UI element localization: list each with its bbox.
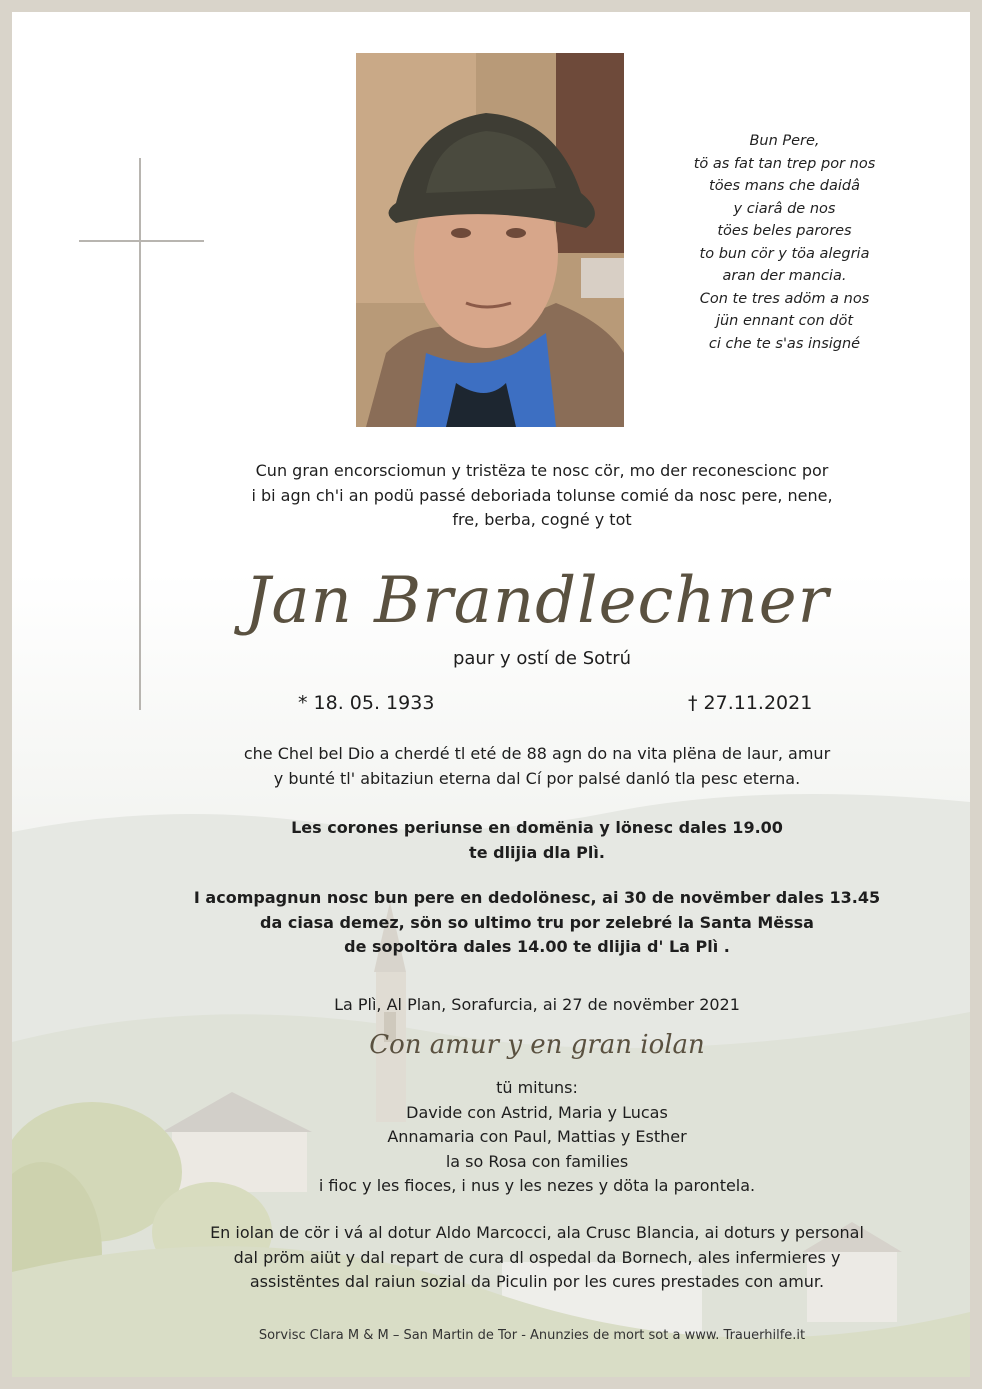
mourners-list (172, 1076, 902, 1199)
poem-line: y ciarâ de nos (733, 200, 836, 217)
thanks-line: assistëntes dal raiun sozial da Piculin por les cures prestades con amur. (249, 1272, 825, 1291)
death-date: † 27.11.2021 (688, 692, 813, 714)
poem-line: aran der mancia. (722, 268, 847, 284)
poem-line: to bun cör y töa alegria (699, 245, 870, 262)
mourner-line: Annamaria con Paul, Mattias y Esther (387, 1127, 687, 1146)
portrait-photo (356, 53, 624, 427)
rosary-line: Les corones periunse en domënia y lönesc dales 19.00 (291, 818, 783, 837)
funeral-notice (172, 886, 902, 960)
poem-line: Bun Pere, (749, 133, 820, 149)
intro-line: fre, berba, cogné y tot (452, 510, 632, 529)
place-date: La Plì, Al Plan, Sorafurcia, ai 27 de novëmber 2021 (334, 995, 740, 1014)
poem-line: tö as fat tan trep por nos (693, 155, 876, 172)
mourner-line: tü mituns: (496, 1078, 578, 1097)
intro-line: Cun gran encorsciomun y tristëza te nosc cör, mo der reconescionc por (255, 461, 829, 480)
poem-line: töes beles parores (717, 223, 852, 239)
passing-text (172, 742, 902, 791)
poem-line: ci che te s'as insigné (708, 335, 861, 352)
poem-line: Con te tres adöm a nos (699, 290, 870, 307)
passing-line: che Chel bel Dio a cherdé tl eté de 88 agn do na vita plëna de laur, amur (243, 744, 831, 763)
intro-text (202, 459, 882, 533)
poem-line: jün ennant con döt (715, 313, 854, 329)
funeral-line: da ciasa demez, sön so ultimo tru por zelebré la Santa Mëssa (260, 912, 814, 932)
footer-credit: Sorvisc Clara M & M – San Martin de Tor - Anunzies de mort sot a www. Trauerhilfe.it (258, 1328, 806, 1343)
mourner-line: i fioc y les fioces, i nus y les nezes y döta la parontela. (318, 1176, 756, 1195)
birth-date: * 18. 05. 1933 (298, 692, 435, 714)
funeral-line: de sopoltöra dales 14.00 te dlijia d' La Plì . (344, 937, 730, 956)
funeral-line: I acompagnun nosc bun pere en dedolönesc, ai 30 de novëmber dales 13.45 (193, 888, 881, 907)
obituary-card (12, 12, 970, 1377)
cross-horizontal (79, 240, 204, 242)
rosary-line: te dlijia dla Plì. (469, 842, 605, 862)
thanks-line: dal pröm aiüt y dal repart de cura dl ospedal da Bornech, ales infermieres y (233, 1247, 841, 1267)
mourner-line: Davide con Astrid, Maria y Lucas (406, 1102, 668, 1122)
poem (652, 130, 917, 355)
intro-line: i bi agn ch'i an podü passé deboriada tolunse comié da nosc pere, nene, (251, 485, 833, 505)
deceased-subtitle: paur y ostí de Sotrú (452, 648, 632, 669)
deceased-name: Jan Brandlechner (244, 564, 830, 638)
rosary-notice (172, 816, 902, 865)
mourning-heading: Con amur y en gran iolan (369, 1030, 705, 1060)
passing-line: y bunté tl' abitaziun eterna dal Cí por palsé danló tla pesc eterna. (273, 768, 801, 788)
thanks-line: En iolan de cör i vá al dotur Aldo Marcocci, ala Crusc Blancia, ai doturs y personal (210, 1223, 864, 1242)
mourner-line: la so Rosa con families (445, 1151, 629, 1171)
thanks-text (172, 1221, 902, 1295)
poem-line: töes mans che daidâ (709, 178, 860, 194)
